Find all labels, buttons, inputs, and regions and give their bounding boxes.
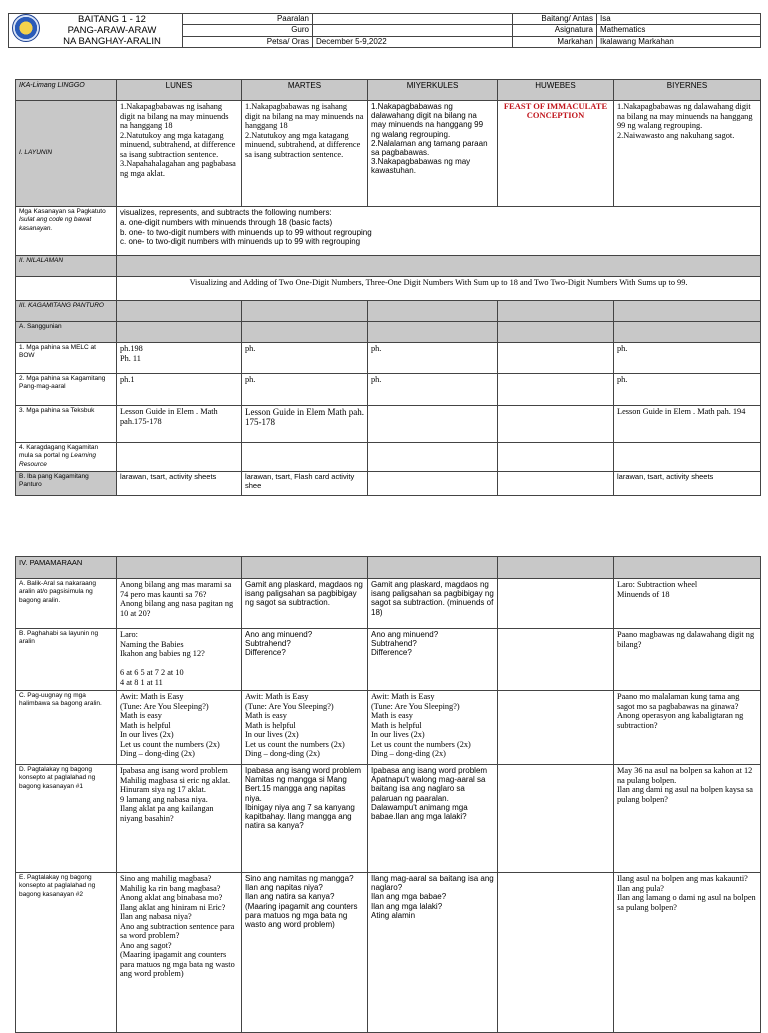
day-huwebes: HUWEBES [498,80,614,101]
paaralan-label: Paaralan [183,14,313,25]
balik-aral-lunes: Anong bilang ang mas marami sa 74 pero mas kaunti sa 76? Anong bilang ang nasa pagitan ng 10 at 20? [117,579,242,629]
kasanayan-content [117,207,761,256]
kasanayan-label: Mga Kasanayan sa Pagkatuto [19,208,106,215]
asignatura-label: Asignatura [513,25,597,36]
layunin-miyerkules: 1.Nakapagbabawas ng dalawahang digit na bilang na may minuends na hanggang 99 ng walang regrouping. 2.Nalalaman ang tamang paraan sa pagbabawas. 3.Nakapagbabawas ng may kawastuhan. [368,101,498,207]
kpm-huwebes [498,374,614,406]
header-table [8,13,761,48]
melc-miyerkules: ph. [368,343,498,374]
pagtalakay-2-huwebes [498,873,614,1033]
kasanayan-label-cell [16,207,117,256]
teksbuk-martes: Lesson Guide in Elem Math pah. 175-178 [242,406,368,443]
karagdagan-lunes [117,443,242,472]
paghahabi-label: B. Paghahabi sa layunin ng aralin [16,629,117,691]
gray-cell [498,322,614,343]
nilalaman-label: II. NILALAMAN [16,256,117,277]
balik-aral-miyerkules: Gamit ang plaskard, magdaos ng isang paligsahan sa pagbibigay ng sagot sa subtraction. (minuends of 18) [368,579,498,629]
plan-table-upper [15,79,761,496]
pagtalakay-2-biyernes: Ilang asul na bolpen ang mas kakaunti? Ilan ang pula? Ilan ang lamang o dami ng asul na bolpen sa pulang bolpen? [614,873,761,1033]
paghahabi-miyerkules: Ano ang minuend? Subtrahend? Difference? [368,629,498,691]
pag-uugnay-label: C. Pag-uugnay ng mga halimbawa sa bagong aralin. [16,691,117,765]
pag-uugnay-lunes: Awit: Math is Easy (Tune: Are You Sleeping?) Math is easy Math is helpful In our lives (2x) Let us count the numbers (2x) Ding – dong-ding (2x) [117,691,242,765]
kasanayan-line-2: a. one-digit numbers with minuends through 18 (basic facts) [120,217,333,227]
week-label: IKA-Limang LINGGO [16,80,117,101]
gray-cell [242,557,368,579]
iba-pang-miyerkules [368,472,498,496]
iba-pang-huwebes [498,472,614,496]
pagtalakay-1-biyernes: May 36 na asul na bolpen sa kahon at 12 na pulang bolpen. Ilan ang dami ng asul na bolpen kaysa sa pulang bolpen? [614,765,761,873]
pagtalakay-2-lunes: Sino ang mahilig magbasa? Mahilig ka rin bang magbasa? Anong aklat ang binabasa mo? Ilang aklat ang hiniram ni Eric? Ilan ang nabasa niya? Ano ang subtraction sentence para sa word problem? Ano ang sagot? (Maaring ipagamit ang counters para matuos ng mga bata ng wasto ang word problem) [117,873,242,1033]
asignatura-value: Mathematics [597,25,761,36]
pagtalakay-2-martes: Sino ang namitas ng mangga? Ilan ang napitas niya? Ilan ang natira sa kanya? (Maaring ipagamit ang counters para matuos ng mga bata ng wasto ang word problem) [242,873,368,1033]
kasanayan-line-1: visualizes, represents, and subtracts the following numbers: [120,208,332,217]
kasanayan-sublabel: Isulat ang code ng bawat kasanayan. [19,216,92,232]
feast-notice: FEAST OF IMMACULATE CONCEPTION [498,101,614,207]
balik-aral-huwebes [498,579,614,629]
layunin-martes: 1.Nakapagbabawas ng isahang digit na bilang na may minuends na hanggang 18 2.Natutukoy ang mga katagang minuend, subtrahend, at difference sa isang subtraction sentence. [242,101,368,207]
melc-label: 1. Mga pahina sa MELC at BOW [16,343,117,374]
teksbuk-label: 3. Mga pahina sa Teksbuk [16,406,117,443]
karagdagan-label: 4. Karagdagang Kagamitan mula sa portal ng Learning Resource [16,443,117,472]
pagtalakay-1-label: D. Pagtalakay ng bagong konsepto at paglalahad ng bagong kasanayan #1 [16,765,117,873]
pagtalakay-1-huwebes [498,765,614,873]
pagtalakay-2-miyerkules: Ilang mag-aaral sa baitang isa ang naglaro? Ilan ang mga babae? Ilan ang mga lalaki? Ating alamin [368,873,498,1033]
paaralan-value [313,14,513,25]
title-line-1: BAITANG 1 - 12 [78,14,146,25]
guro-value [313,25,513,36]
karagdagan-huwebes [498,443,614,472]
layunin-lunes: 1.Nakapagbabawas ng isahang digit na bilang na may minuends na hanggang 18 2.Natutukoy ang mga katagang minuend, subtrahend, at difference sa isang subtraction sentence. 3.Napahahalagahan ang pagbabasa ng mga aklat. [117,101,242,207]
melc-lunes: ph.198 Ph. 11 [117,343,242,374]
iba-pang-lunes: larawan, tsart, activity sheets [117,472,242,496]
teksbuk-biyernes: Lesson Guide in Elem . Math pah. 194 [614,406,761,443]
gray-cell [498,557,614,579]
paghahabi-huwebes [498,629,614,691]
kpm-label: 2. Mga pahina sa Kagamitang Pang-mag-aaral [16,374,117,406]
day-martes: MARTES [242,80,368,101]
kpm-biyernes: ph. [614,374,761,406]
layunin-label: I. LAYUNIN [16,101,117,207]
melc-huwebes [498,343,614,374]
karagdagan-biyernes [614,443,761,472]
gray-cell [368,322,498,343]
iba-pang-label: B. Iba pang Kagamitang Panturo [16,472,117,496]
gray-cell [117,301,242,322]
guro-label: Guro [183,25,313,36]
gray-cell [498,301,614,322]
gray-cell [117,557,242,579]
balik-aral-biyernes: Laro: Subtraction wheel Minuends of 18 [614,579,761,629]
petsa-value: December 5-9,2022 [313,36,513,47]
paghahabi-biyernes: Paano magbawas ng dalawahang digit ng bilang? [614,629,761,691]
plan-table-lower [15,556,761,1033]
day-lunes: LUNES [117,80,242,101]
layunin-biyernes: 1.Nakapagbabawas ng dalawahang digit na bilang na may minuends na hanggang 99 ng walang regrouping. 2.Naiwawasto ang nakuhang sagot. [614,101,761,207]
teksbuk-lunes: Lesson Guide in Elem . Math pah.175-178 [117,406,242,443]
kasanayan-line-3: b. one- to two-digit numbers with minuends up to 99 without regrouping [120,227,372,237]
pagtalakay-2-label: E. Pagtalakay ng bagong konsepto at paglalahad ng bagong kasanayan #2 [16,873,117,1033]
pag-uugnay-miyerkules: Awit: Math is Easy (Tune: Are You Sleeping?) Math is easy Math is helpful In our lives (2x) Let us count the numbers (2x) Ding – dong-ding (2x) [368,691,498,765]
nilalaman-text: Visualizing and Adding of Two One-Digit Numbers, Three-One Digit Numbers With Sum up to 18 and Two Two-Digit Numbers With Sums up to 99. [117,277,761,301]
paghahabi-lunes: Laro: Naming the Babies Ikahon ang babies ng 12? 6 at 6 5 at 7 2 at 10 4 at 8 1 at 11 [117,629,242,691]
gray-cell [368,301,498,322]
iba-pang-martes: larawan, tsart, Flash card activity shee [242,472,368,496]
gray-cell [368,557,498,579]
kasanayan-line-4: c. one- to two-digit numbers with minuends up to 99 with regrouping [120,237,361,247]
paghahabi-martes: Ano ang minuend? Subtrahend? Difference? [242,629,368,691]
markahan-label: Markahan [513,36,597,47]
kagamitan-label: III. KAGAMITANG PANTURO [16,301,117,322]
teksbuk-miyerkules [368,406,498,443]
pagtalakay-1-miyerkules: Ipabasa ang isang word problem Apatnapu't walong mag-aaral sa baitang isa ang naglaro sa palaruan ng paaralan. Dalawampu't animang mga babae.Ilan ang mga lalaki? [368,765,498,873]
gray-cell [614,557,761,579]
kpm-miyerkules: ph. [368,374,498,406]
petsa-label: Petsa/ Oras [183,36,313,47]
melc-biyernes: ph. [614,343,761,374]
gray-cell [242,301,368,322]
pag-uugnay-biyernes: Paano mo malalaman kung tama ang sagot mo sa pagbabawas na ginawa? Anong operasyon ang kabaligtaran ng subtraction? [614,691,761,765]
iba-pang-biyernes: larawan, tsart, activity sheets [614,472,761,496]
karagdagan-miyerkules [368,443,498,472]
header-title [9,14,183,48]
balik-aral-martes: Gamit ang plaskard, magdaos ng isang paligsahan sa pagbibigay ng sagot sa subtraction. [242,579,368,629]
karagdagan-martes [242,443,368,472]
baitang-value: Isa [597,14,761,25]
markahan-value: Ikalawang Markahan [597,36,761,47]
gray-cell [614,322,761,343]
day-biyernes: BIYERNES [614,80,761,101]
gray-cell [242,322,368,343]
day-miyerkules: MIYERKULES [368,80,498,101]
pamamaraan-label: IV. PAMAMARAAN [16,557,117,579]
pagtalakay-1-martes: Ipabasa ang isang word problem Namitas ng mangga si Mang Bert.15 mangga ang napitas niya. Ibinigay niya ang 7 sa kanyang kapitbahay. Ilang mangga ang natira sa kanya? [242,765,368,873]
nilalaman-blank [117,256,761,277]
gray-cell [614,301,761,322]
nilalaman-spacer [16,277,117,301]
melc-martes: ph. [242,343,368,374]
title-line-3: NA BANGHAY-ARALIN [63,36,161,47]
sanggunian-label: A. Sanggunian [16,322,117,343]
pagtalakay-1-lunes: Ipabasa ang isang word problem Mahilig magbasa si eric ng aklat. Hinuram siya ng 17 aklat. 9 lamang ang nabasa niya. Ilang aklat pa ang kailangan niyang basahin? [117,765,242,873]
kpm-lunes: ph.1 [117,374,242,406]
pag-uugnay-huwebes [498,691,614,765]
baitang-label: Baitang/ Antas [513,14,597,25]
title-line-2: PANG-ARAW-ARAW [67,25,157,36]
teksbuk-huwebes [498,406,614,443]
balik-aral-label: A. Balik-Aral sa nakaraang aralin at/o pagsisimula ng bagong aralin. [16,579,117,629]
kpm-martes: ph. [242,374,368,406]
gray-cell [117,322,242,343]
pag-uugnay-martes: Awit: Math is Easy (Tune: Are You Sleeping?) Math is easy Math is helpful In our lives (2x) Let us count the numbers (2x) Ding – dong-ding (2x) [242,691,368,765]
